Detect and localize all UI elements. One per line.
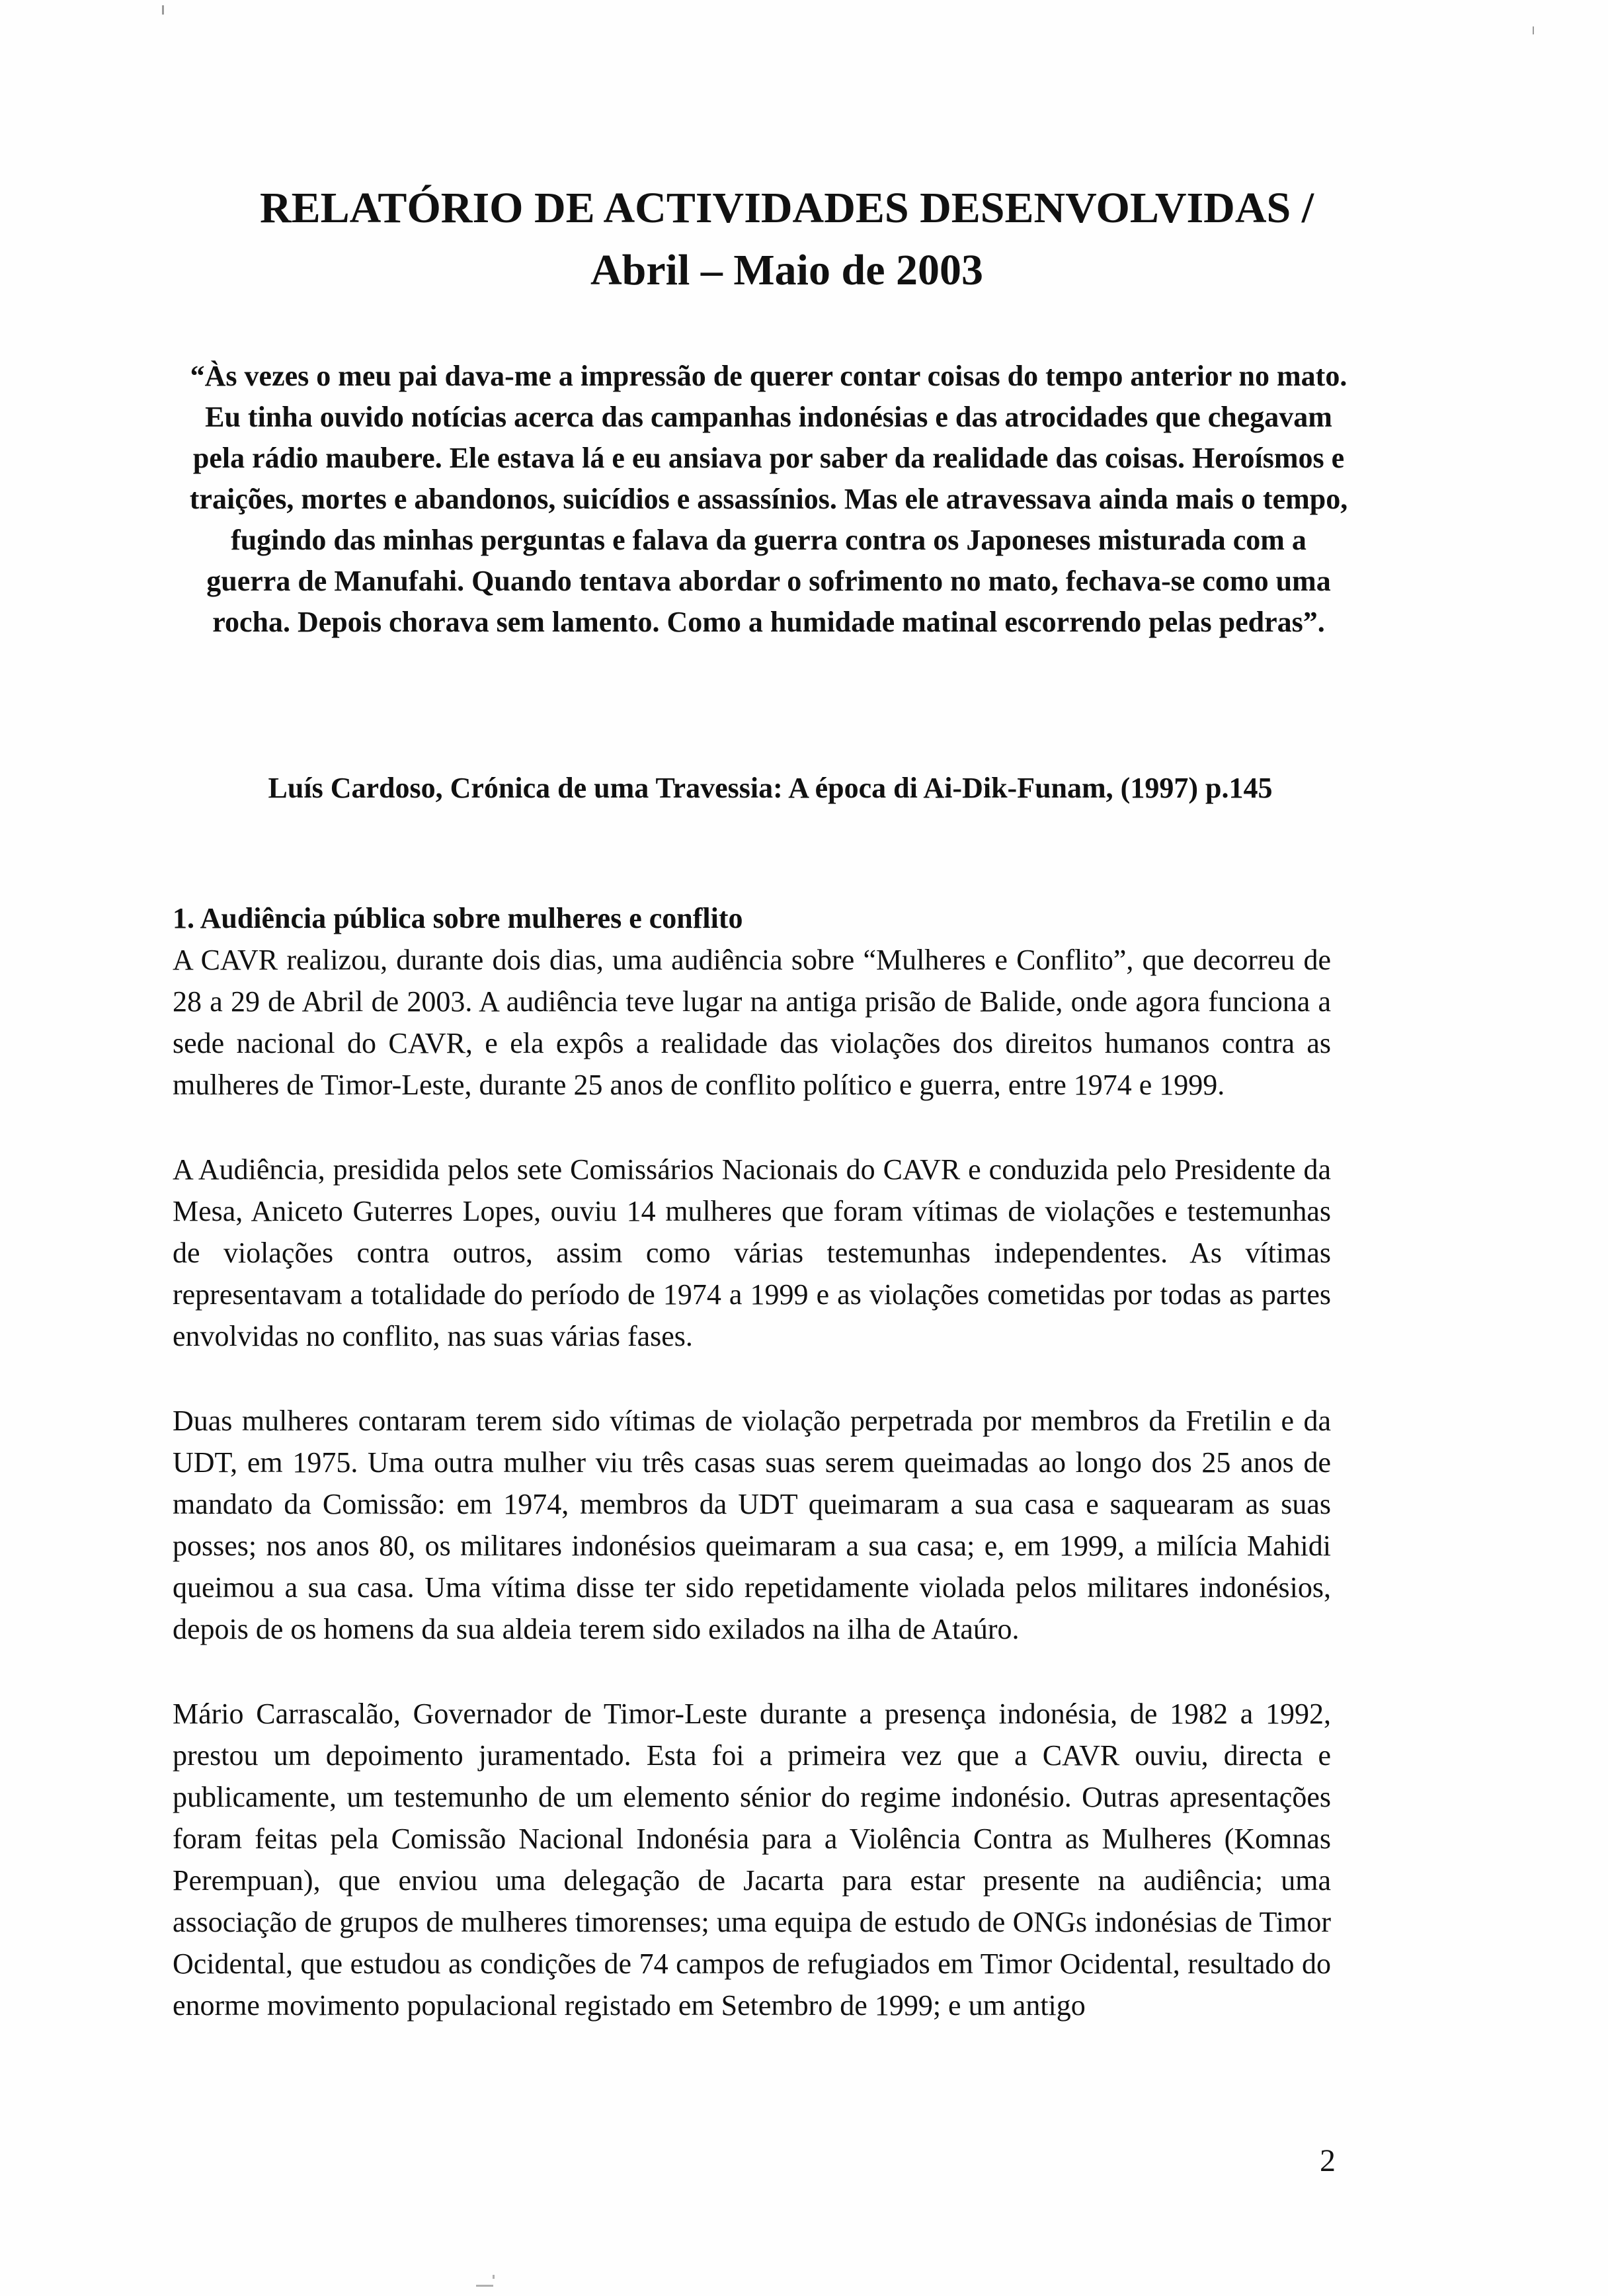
- body-paragraph: Duas mulheres contaram terem sido vítimas de violação perpetrada por membros da Fretilin e da UDT, em 1975. Uma outra mulher viu três casas suas serem queimadas ao longo dos 25 anos de mandato da Comissão: em 1974, membros da UDT queimaram a sua casa e saquearam as suas posses; nos anos 80, os militares indonésios queimaram a sua casa; e, em 1999, a milícia Mahidi queimou a sua casa. Uma vítima disse ter sido repetidamente violada pelos militares indonésios, depois de os homens da sua aldeia terem sido exilados na ilha de Ataúro.: [173, 1405, 1331, 1645]
- section-heading: 1. Audiência pública sobre mulheres e conflito: [173, 902, 743, 934]
- epigraph-quote: “Às vezes o meu pai dava-me a impressão de querer contar coisas do tempo anterior no mato. Eu tinha ouvido notícias acerca das campanhas indonésias e das atrocidades que chegavam pela rádio maubere. Ele estava lá e eu ansiava por saber da realidade das coisas. Heroísmos e traições, mortes e abandonos, suicídios e assassínios. Mas ele atravessava ainda mais o tempo, fugindo das minhas perguntas e falava da guerra contra os Japoneses misturada com a guerra de Manufahi. Quando tentava abordar o sofrimento no mato, fechava-se como uma rocha. Depois chorava sem lamento. Como a humidade matinal escorrendo pelas pedras”.: [189, 360, 1348, 638]
- page-number: 2: [1320, 2143, 1336, 2178]
- scan-artifact-mark: [493, 2275, 495, 2279]
- body-paragraph: A Audiência, presidida pelos sete Comissários Nacionais do CAVR e conduzida pelo Presidente da Mesa, Aniceto Guterres Lopes, ouviu 14 mulheres que foram vítimas de violações e testemunhas de violações contra outros, assim como várias testemunhas independentes. As vítimas representavam a totalidade do período de 1974 a 1999 e as violações cometidas por todas as partes envolvidas no conflito, nas suas várias fases.: [173, 1153, 1331, 1352]
- body-paragraph: A CAVR realizou, durante dois dias, uma audiência sobre “Mulheres e Conflito”, que decorreu de 28 a 29 de Abril de 2003. A audiência teve lugar na antiga prisão de Balide, onde agora funciona a sede nacional do CAVR, e ela expôs a realidade das violações dos direitos humanos contra as mulheres de Timor-Leste, durante 25 anos de conflito político e guerra, entre 1974 e 1999.: [173, 944, 1331, 1101]
- epigraph-citation: Luís Cardoso, Crónica de uma Travessia: A época di Ai-Dik-Funam, (1997) p.145: [268, 772, 1273, 804]
- scan-artifact-mark: [162, 5, 164, 15]
- report-title-line-2: Abril – Maio de 2003: [590, 246, 983, 294]
- report-title-line-1: RELATÓRIO DE ACTIVIDADES DESENVOLVIDAS /: [259, 184, 1314, 232]
- scan-artifact-mark: [1533, 26, 1534, 34]
- report-title: [159, 177, 1415, 302]
- section-body: [173, 897, 1331, 2026]
- body-paragraph: Mário Carrascalão, Governador de Timor-Leste durante a presença indonésia, de 1982 a 1992, prestou um depoimento juramentado. Esta foi a primeira vez que a CAVR ouviu, directa e publicamente, um testemunho de um elemento sénior do regime indonésio. Outras apresentações foram feitas pela Comissão Nacional Indonésia para a Violência Contra as Mulheres (Komnas Perempuan), que enviou uma delegação de Jacarta para estar presente na audiência; uma associação de grupos de mulheres timorenses; uma equipa de estudo de ONGs indonésias de Timor Ocidental, que estudou as condições de 74 campos de refugiados em Timor Ocidental, resultado do enorme movimento populacional registado em Setembro de 1999; e um antigo: [173, 1698, 1331, 2022]
- scan-artifact-mark: [476, 2285, 493, 2287]
